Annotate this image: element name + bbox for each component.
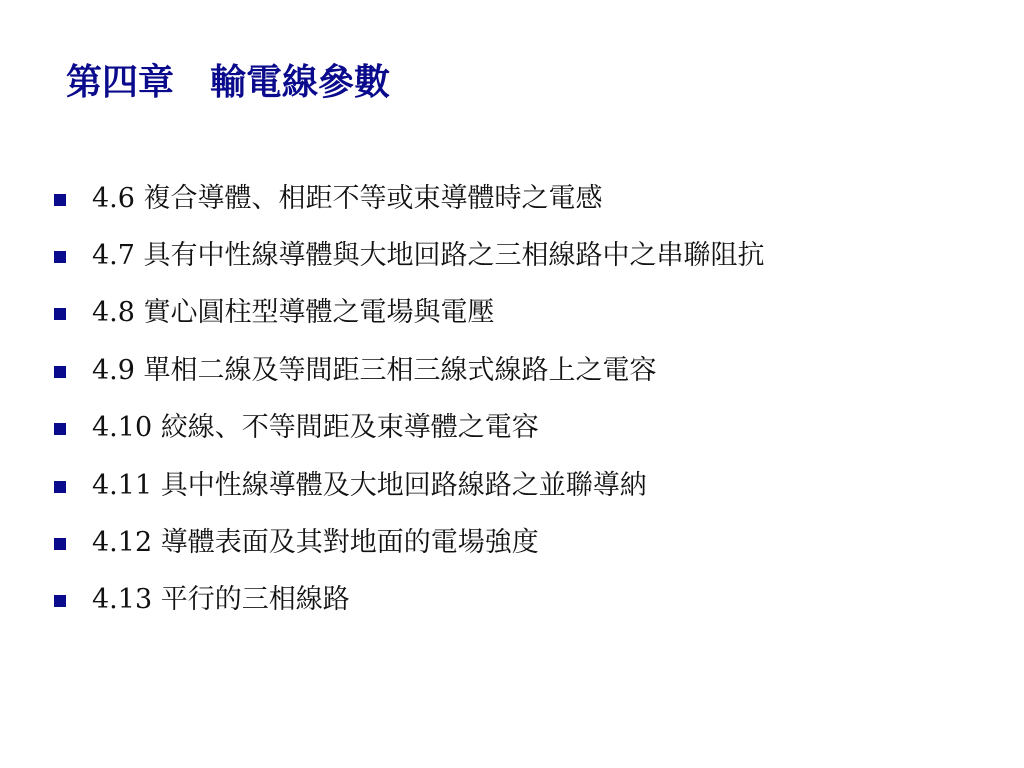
list-item-text: 4.9 單相二線及等間距三相三線式線路上之電容 — [92, 354, 657, 386]
list-item — [54, 170, 765, 227]
section-list — [54, 170, 765, 629]
square-bullet-icon — [54, 250, 66, 262]
list-item-text: 4.13 平行的三相線路 — [92, 584, 350, 616]
square-bullet-icon — [54, 594, 66, 606]
square-bullet-icon — [54, 365, 66, 377]
list-item — [54, 572, 765, 629]
list-item-text: 4.7 具有中性線導體與大地回路之三相線路中之串聯阻抗 — [92, 240, 765, 272]
square-bullet-icon — [54, 193, 66, 205]
list-item — [54, 457, 765, 514]
list-item — [54, 285, 765, 342]
square-bullet-icon — [54, 480, 66, 492]
list-item-text: 4.11 具中性線導體及大地回路線路之並聯導納 — [92, 469, 647, 501]
list-item — [54, 227, 765, 284]
list-item-text: 4.12 導體表面及其對地面的電場強度 — [92, 527, 539, 559]
square-bullet-icon — [54, 537, 66, 549]
list-item-text: 4.6 複合導體、相距不等或束導體時之電感 — [92, 182, 603, 214]
list-item — [54, 514, 765, 571]
list-item-text: 4.8 實心圓柱型導體之電場與電壓 — [92, 297, 495, 329]
slide-title: 第四章 輸電線參數 — [66, 61, 391, 103]
list-item — [54, 342, 765, 399]
square-bullet-icon — [54, 422, 66, 434]
list-item — [54, 400, 765, 457]
square-bullet-icon — [54, 307, 66, 319]
list-item-text: 4.10 絞線、不等間距及束導體之電容 — [92, 412, 539, 444]
